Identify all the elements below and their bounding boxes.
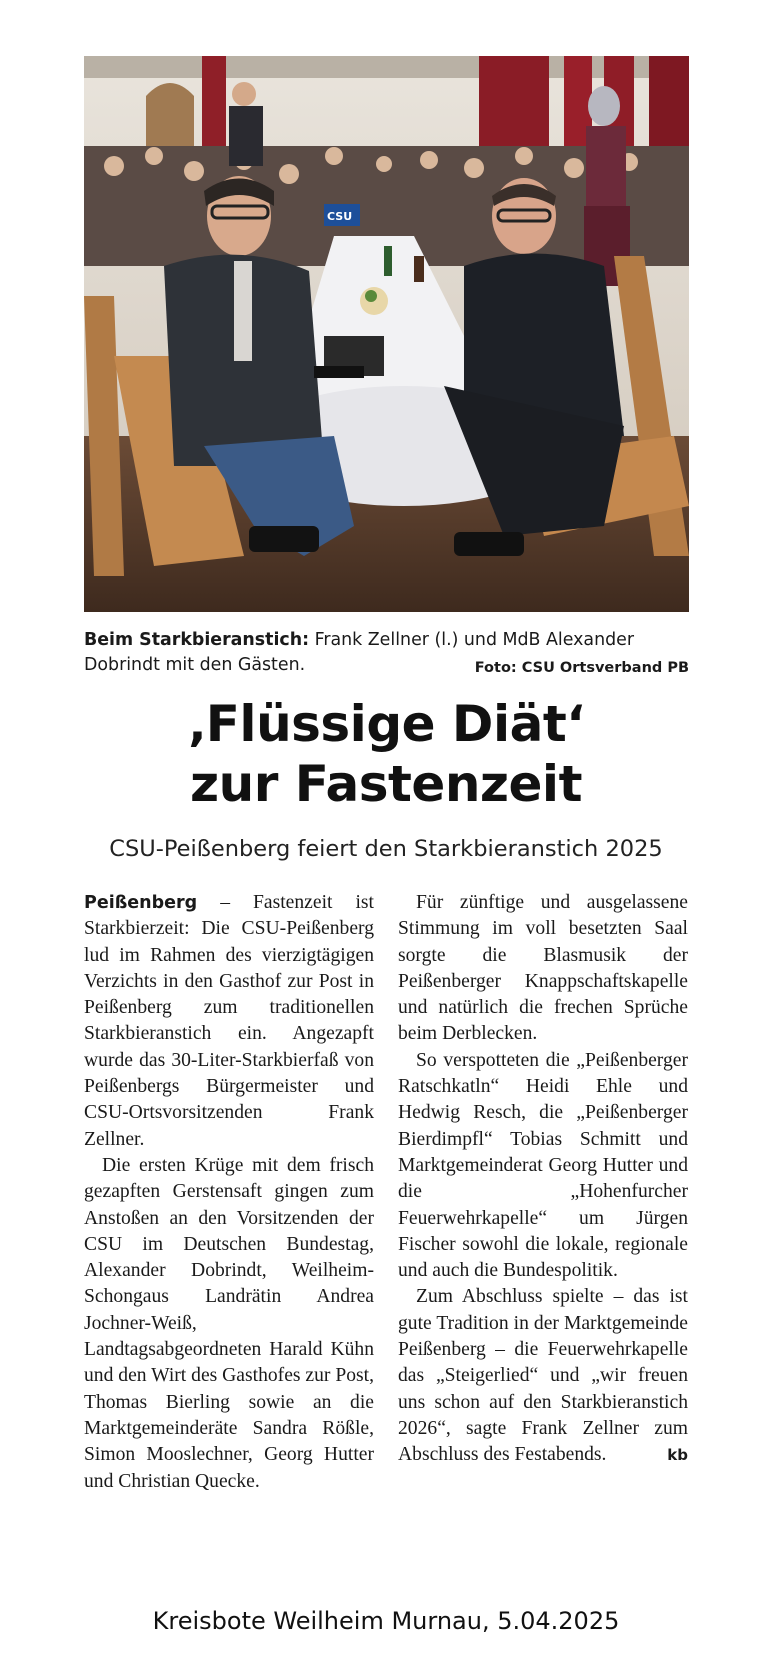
paragraph-1: [84, 890, 374, 1153]
subheadline: CSU-Peißenberg feiert den Starkbieranstich 2025: [109, 836, 663, 862]
banner-text: CSU: [327, 210, 353, 223]
headline-line-1: ‚Flüssige Diät‘: [187, 695, 585, 753]
paragraph-4: So verspotteten die „Peißenberger Ratschkatln“ Heidi Ehle und Hedwig Resch, die „Peißenberger Bierdimpfl“ Tobias Schmitt und Marktgemeinderat Georg Hutter und die „Hohenfurcher Feuerwehrkapelle“ um Jürgen Fischer sowohl die lokale, regionale und auch die Bundespolitik.: [398, 1049, 688, 1282]
source-line: Kreisbote Weilheim Murnau, 5.04.2025: [152, 1607, 620, 1635]
paragraph-3: Für zünftige und ausgelassene Stimmung im voll besetzten Saal sorgte die Blasmusik der Peißenberger Knappschaftskapelle und natürlich die frechen Sprüche beim Derblecken.: [398, 892, 688, 1045]
article-column-2: [398, 890, 688, 1469]
photo-caption: [84, 628, 689, 681]
article-photo: [84, 56, 689, 612]
caption-text: Frank Zellner (l.) und MdB Alexander Dobrindt mit den Gästen.: [84, 630, 634, 675]
paragraph-2: Die ersten Krüge mit dem frisch gezapften Gerstensaft gingen zum Anstoßen an den Vorsitzenden der CSU im Deutschen Bundestag, Alexander Dobrindt, Weilheim-Schongaus Landrätin Andrea Jochner-Weiß, Landtagsabgeordneten Harald Kühn und den Wirt des Gasthofes zur Post, Thomas Bierling sowie an die Marktgemeinderäte Sandra Rößle, Simon Mooslechner, Georg Hutter und Christian Quecke.: [84, 1154, 374, 1492]
event-photo-icon: [84, 56, 689, 612]
photo-credit: Foto: CSU Ortsverband PB: [474, 660, 689, 676]
headline-line-2: zur Fastenzeit: [190, 755, 582, 813]
author-initials: kb: [667, 1446, 688, 1465]
paragraph-1-text: – Fastenzeit ist Starkbierzeit: Die CSU-Peißenberg lud im Rahmen des vierzigtägigen Verzichts in den Gasthof zur Post in Peißenberg zum traditionellen Starkbieranstich ein. Angezapft wurde das 30-Liter-Starkbierfaß von Peißenbergs Bürgermeister und CSU-Ortsvorsitzenden Frank Zellner.: [84, 892, 374, 1150]
paragraph-5-text: Zum Abschluss spielte – das ist gute Tradition in der Marktgemeinde Peißenberg – die Feuerwehrkapelle das „Steigerlied“ und „wir freuen uns schon auf den Starkbieranstich 2026“, sagte Frank Zellner zum Abschluss des Festabends.: [398, 1286, 688, 1466]
dateline: Peißenberg: [84, 893, 198, 913]
caption-lead: Beim Starkbieranstich:: [84, 630, 310, 650]
headline: [0, 694, 772, 814]
paragraph-5: [398, 1284, 688, 1468]
article-column-1: [84, 890, 374, 1495]
